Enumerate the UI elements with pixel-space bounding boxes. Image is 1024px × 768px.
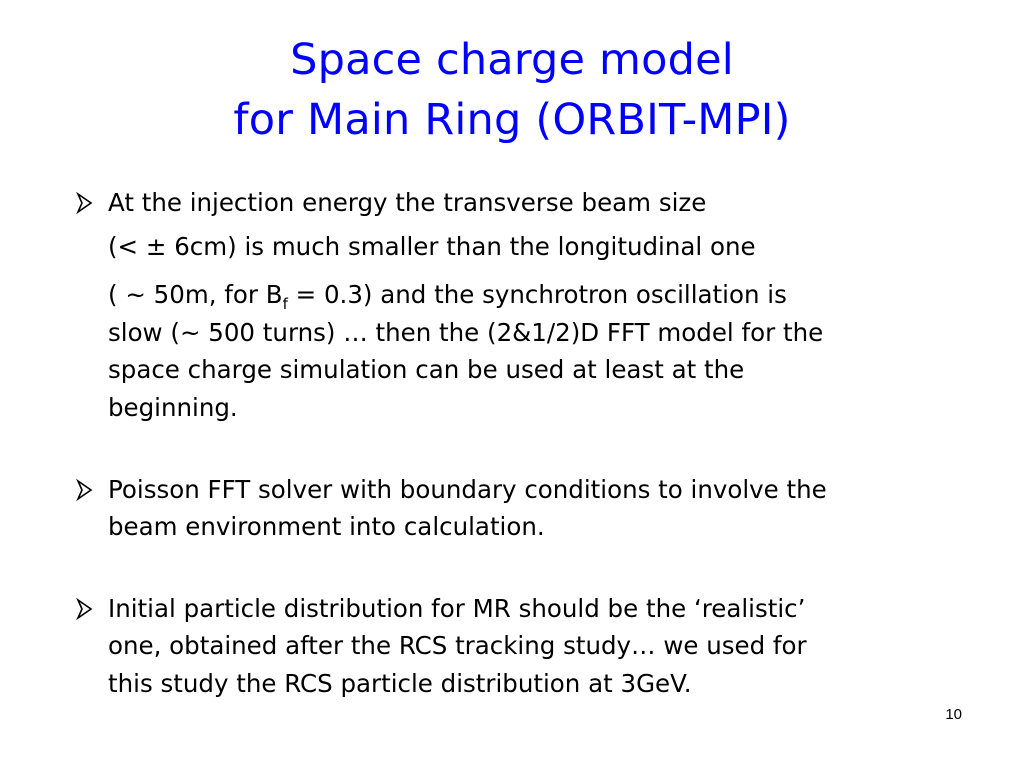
arrowhead-bullet-icon bbox=[74, 590, 96, 628]
bullet-1-line-3 bbox=[108, 276, 787, 314]
bullet-1-line-1: At the injection energy the transverse beam size bbox=[108, 188, 707, 217]
bullet-1-line-6: beginning. bbox=[108, 393, 238, 422]
title-line-1: Space charge model bbox=[290, 35, 734, 85]
bullet-1-line-3-pre: ( ~ 50m, for B bbox=[108, 280, 283, 309]
bullet-1-line-5: space charge simulation can be used at least at the bbox=[108, 355, 745, 384]
slide-title bbox=[0, 30, 1024, 150]
bullet-1-line-3-sub: f bbox=[282, 295, 288, 313]
bullet-1-line-4: slow (~ 500 turns) … then the (2&1/2)D FFT model for the bbox=[108, 318, 824, 347]
bullet-1-line-3-post: = 0.3) and the synchrotron oscillation is bbox=[287, 280, 787, 309]
arrowhead-bullet-icon bbox=[74, 471, 96, 509]
page-number: 10 bbox=[945, 706, 962, 723]
arrowhead-bullet-icon bbox=[74, 184, 96, 222]
bullet-3-line-2: one, obtained after the RCS tracking study… we used for bbox=[108, 631, 807, 660]
bullet-3-line-1: Initial particle distribution for MR should be the ‘realistic’ bbox=[108, 594, 806, 623]
bullet-3-line-3: this study the RCS particle distribution at 3GeV. bbox=[108, 669, 692, 698]
bullet-2-line-1: Poisson FFT solver with boundary conditions to involve the bbox=[108, 475, 827, 504]
title-line-2: for Main Ring (ORBIT-MPI) bbox=[233, 95, 791, 145]
bullet-1-line-2: (< ± 6cm) is much smaller than the longitudinal one bbox=[108, 232, 756, 261]
bullet-2-line-2: beam environment into calculation. bbox=[108, 512, 545, 541]
